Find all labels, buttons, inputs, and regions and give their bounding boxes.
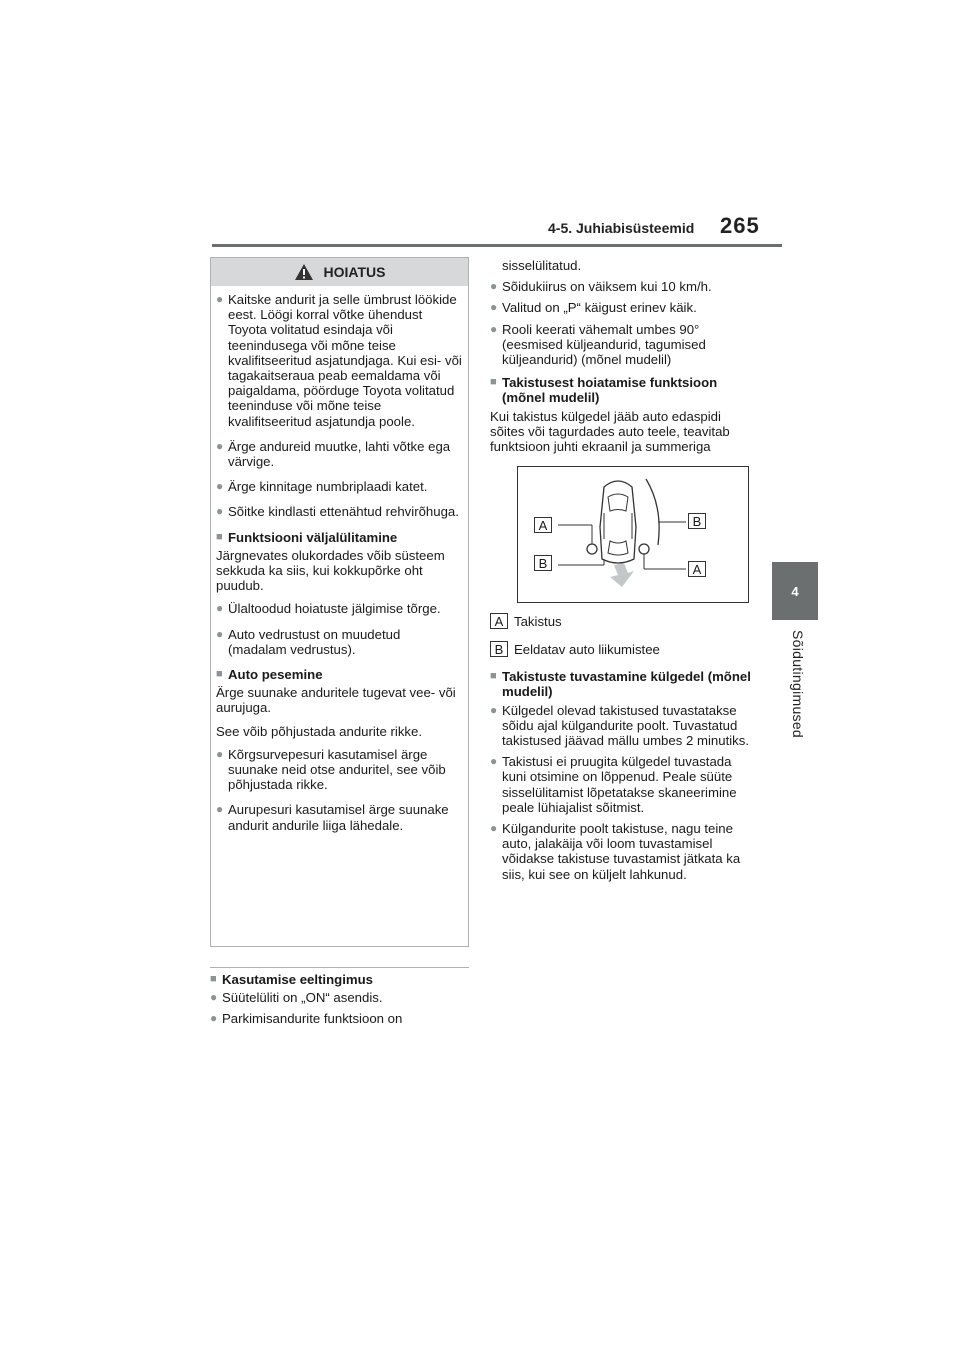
square-bullet-icon: ■ bbox=[490, 670, 497, 683]
bullet-icon: ● bbox=[490, 279, 498, 294]
square-bullet-icon: ■ bbox=[490, 376, 497, 389]
square-bullet-icon: ■ bbox=[210, 973, 217, 985]
legend-tag: A bbox=[490, 613, 508, 629]
bullet-icon: ● bbox=[490, 702, 498, 717]
bullet-icon: ● bbox=[216, 479, 224, 494]
warning-bullet: ● Sõitke kindlasti ettenähtud rehvirõhuga. bbox=[216, 504, 459, 520]
bullet-icon: ● bbox=[216, 438, 224, 453]
bullet-icon: ● bbox=[216, 626, 224, 641]
condition-bullet: ● Sõidukiirus on väiksem kui 10 km/h. bbox=[490, 279, 712, 295]
bullet-icon: ● bbox=[216, 746, 224, 761]
warning-header bbox=[211, 258, 468, 286]
warning-bullet: ● Aurupesuri kasutamisel ärge suunake andurit andurile liiga lähedale. bbox=[216, 802, 449, 833]
section-heading: ■ Funktsiooni väljalülitamine bbox=[216, 529, 398, 545]
detection-bullet: ● Takistusi ei pruugita külgedel tuvastada kuni otsimine on lõppenud. Peale süüte sisselülitamist lõpetatakse skaneerimine peale lühiajalist sõitmist. bbox=[490, 754, 737, 815]
warning-box bbox=[210, 257, 469, 947]
warning-bullet: ● Ärge kinnitage numbriplaadi katet. bbox=[216, 479, 428, 495]
section-intro: Kui takistus külgedel jääb auto edaspidi sõites või tagurdades auto teele, teavitab funktsioon juhti ekraanil ja summeriga bbox=[490, 408, 730, 455]
diagram-label-a: A bbox=[688, 561, 706, 577]
section-intro: Järgnevates olukordades võib süsteem sekkuda ka siis, kui kokkupõrke oht puudub. bbox=[216, 547, 445, 594]
chapter-label: Sõidutingimused bbox=[790, 630, 806, 739]
right-column bbox=[490, 258, 752, 892]
bullet-icon: ● bbox=[210, 1011, 218, 1026]
diagram-label-b: B bbox=[688, 513, 706, 529]
section-rule bbox=[210, 967, 469, 968]
legend-tag: B bbox=[490, 641, 508, 657]
legend-item: B Eeldatav auto liikumistee bbox=[490, 641, 752, 657]
diagram-label-a: A bbox=[534, 517, 552, 533]
section-heading: ■ Auto pesemine bbox=[216, 667, 323, 683]
warning-title: HOIATUS bbox=[323, 264, 386, 280]
chapter-number: 4 bbox=[791, 583, 799, 599]
condition-bullet: ● Süütelüliti on „ON“ asendis. bbox=[210, 990, 383, 1006]
section-title: 4-5. Juhiabisüsteemid bbox=[548, 220, 695, 236]
section-heading: ■ Kasutamise eeltingimus bbox=[210, 972, 373, 987]
chapter-tab bbox=[772, 562, 818, 620]
car-obstacle-illustration bbox=[518, 467, 748, 602]
conditions-section bbox=[210, 972, 469, 1037]
continued-text: sisselülitatud. bbox=[502, 258, 582, 273]
page-number: 265 bbox=[720, 213, 760, 238]
bullet-icon: ● bbox=[490, 321, 498, 336]
legend-item: A Takistus bbox=[490, 613, 752, 629]
diagram-label-b: B bbox=[534, 555, 552, 571]
warning-bullet: ● Ülaltoodud hoiatuste jälgimise tõrge. bbox=[216, 601, 441, 617]
section-intro: Ärge suunake anduritele tugevat vee- või aurujuga. bbox=[216, 685, 456, 716]
condition-bullet: ● Rooli keerati vähemalt umbes 90° (eesmised küljeandurid, tagumised küljeandurid) (mõnel mudelil) bbox=[490, 321, 706, 368]
warning-bullet: ● Kaitske andurit ja selle ümbrust löökide eest. Löögi korral võtke ühendust Toyota volitatud esindaja või teenindusega või mõne teise kvalifitseeritud asjatundjaga. Kui esi- või tagakaitseraua peab eemaldama või paigaldama, pöörduge Toyota volitatud teeninduse või mõne teise kvalifitseeritud asjatundja poole. bbox=[216, 292, 462, 429]
bullet-icon: ● bbox=[490, 754, 498, 769]
section-heading: ■ Takistuste tuvastamine külgedel (mõnel mudelil) bbox=[490, 669, 751, 700]
warning-bullet: ● Ärge andureid muutke, lahti võtke ega värvige. bbox=[216, 438, 451, 470]
bullet-icon: ● bbox=[210, 990, 218, 1005]
square-bullet-icon: ■ bbox=[216, 530, 223, 543]
bullet-icon: ● bbox=[490, 821, 498, 836]
header-rule bbox=[212, 244, 782, 247]
warning-bullet: ● Kõrgsurvepesuri kasutamisel ärge suunake neid otse anduritel, see võib põhjustada rikke. bbox=[216, 746, 446, 793]
warning-bullet: ● Auto vedrustust on muudetud (madalam vedrustus). bbox=[216, 626, 401, 657]
bullet-icon: ● bbox=[216, 802, 224, 817]
condition-bullet: ● Parkimisandurite funktsioon on bbox=[210, 1011, 403, 1027]
obstacle-diagram bbox=[517, 466, 749, 603]
detection-bullet: ● Külgandurite poolt takistuse, nagu teine auto, jalakäija või loom tuvastamisel võidakse takistuse tuvastamist jätkata ka siis, kui see on küljelt lahkunud. bbox=[490, 821, 741, 882]
condition-bullet: ● Valitud on „P“ käigust erinev käik. bbox=[490, 300, 697, 316]
bullet-icon: ● bbox=[216, 292, 224, 306]
bullet-icon: ● bbox=[216, 504, 224, 519]
square-bullet-icon: ■ bbox=[216, 668, 223, 681]
bullet-icon: ● bbox=[216, 601, 224, 616]
bullet-icon: ● bbox=[490, 300, 498, 315]
section-intro: See võib põhjustada andurite rikke. bbox=[216, 723, 423, 739]
detection-bullet: ● Külgedel olevad takistused tuvastatakse sõidu ajal külgandurite poolt. Tuvastatud takistused jäävad mällu umbes 2 minutiks. bbox=[490, 702, 750, 749]
warning-triangle-icon bbox=[294, 263, 314, 281]
section-heading: ■ Takistusest hoiatamise funktsioon (mõnel mudelil) bbox=[490, 375, 718, 406]
